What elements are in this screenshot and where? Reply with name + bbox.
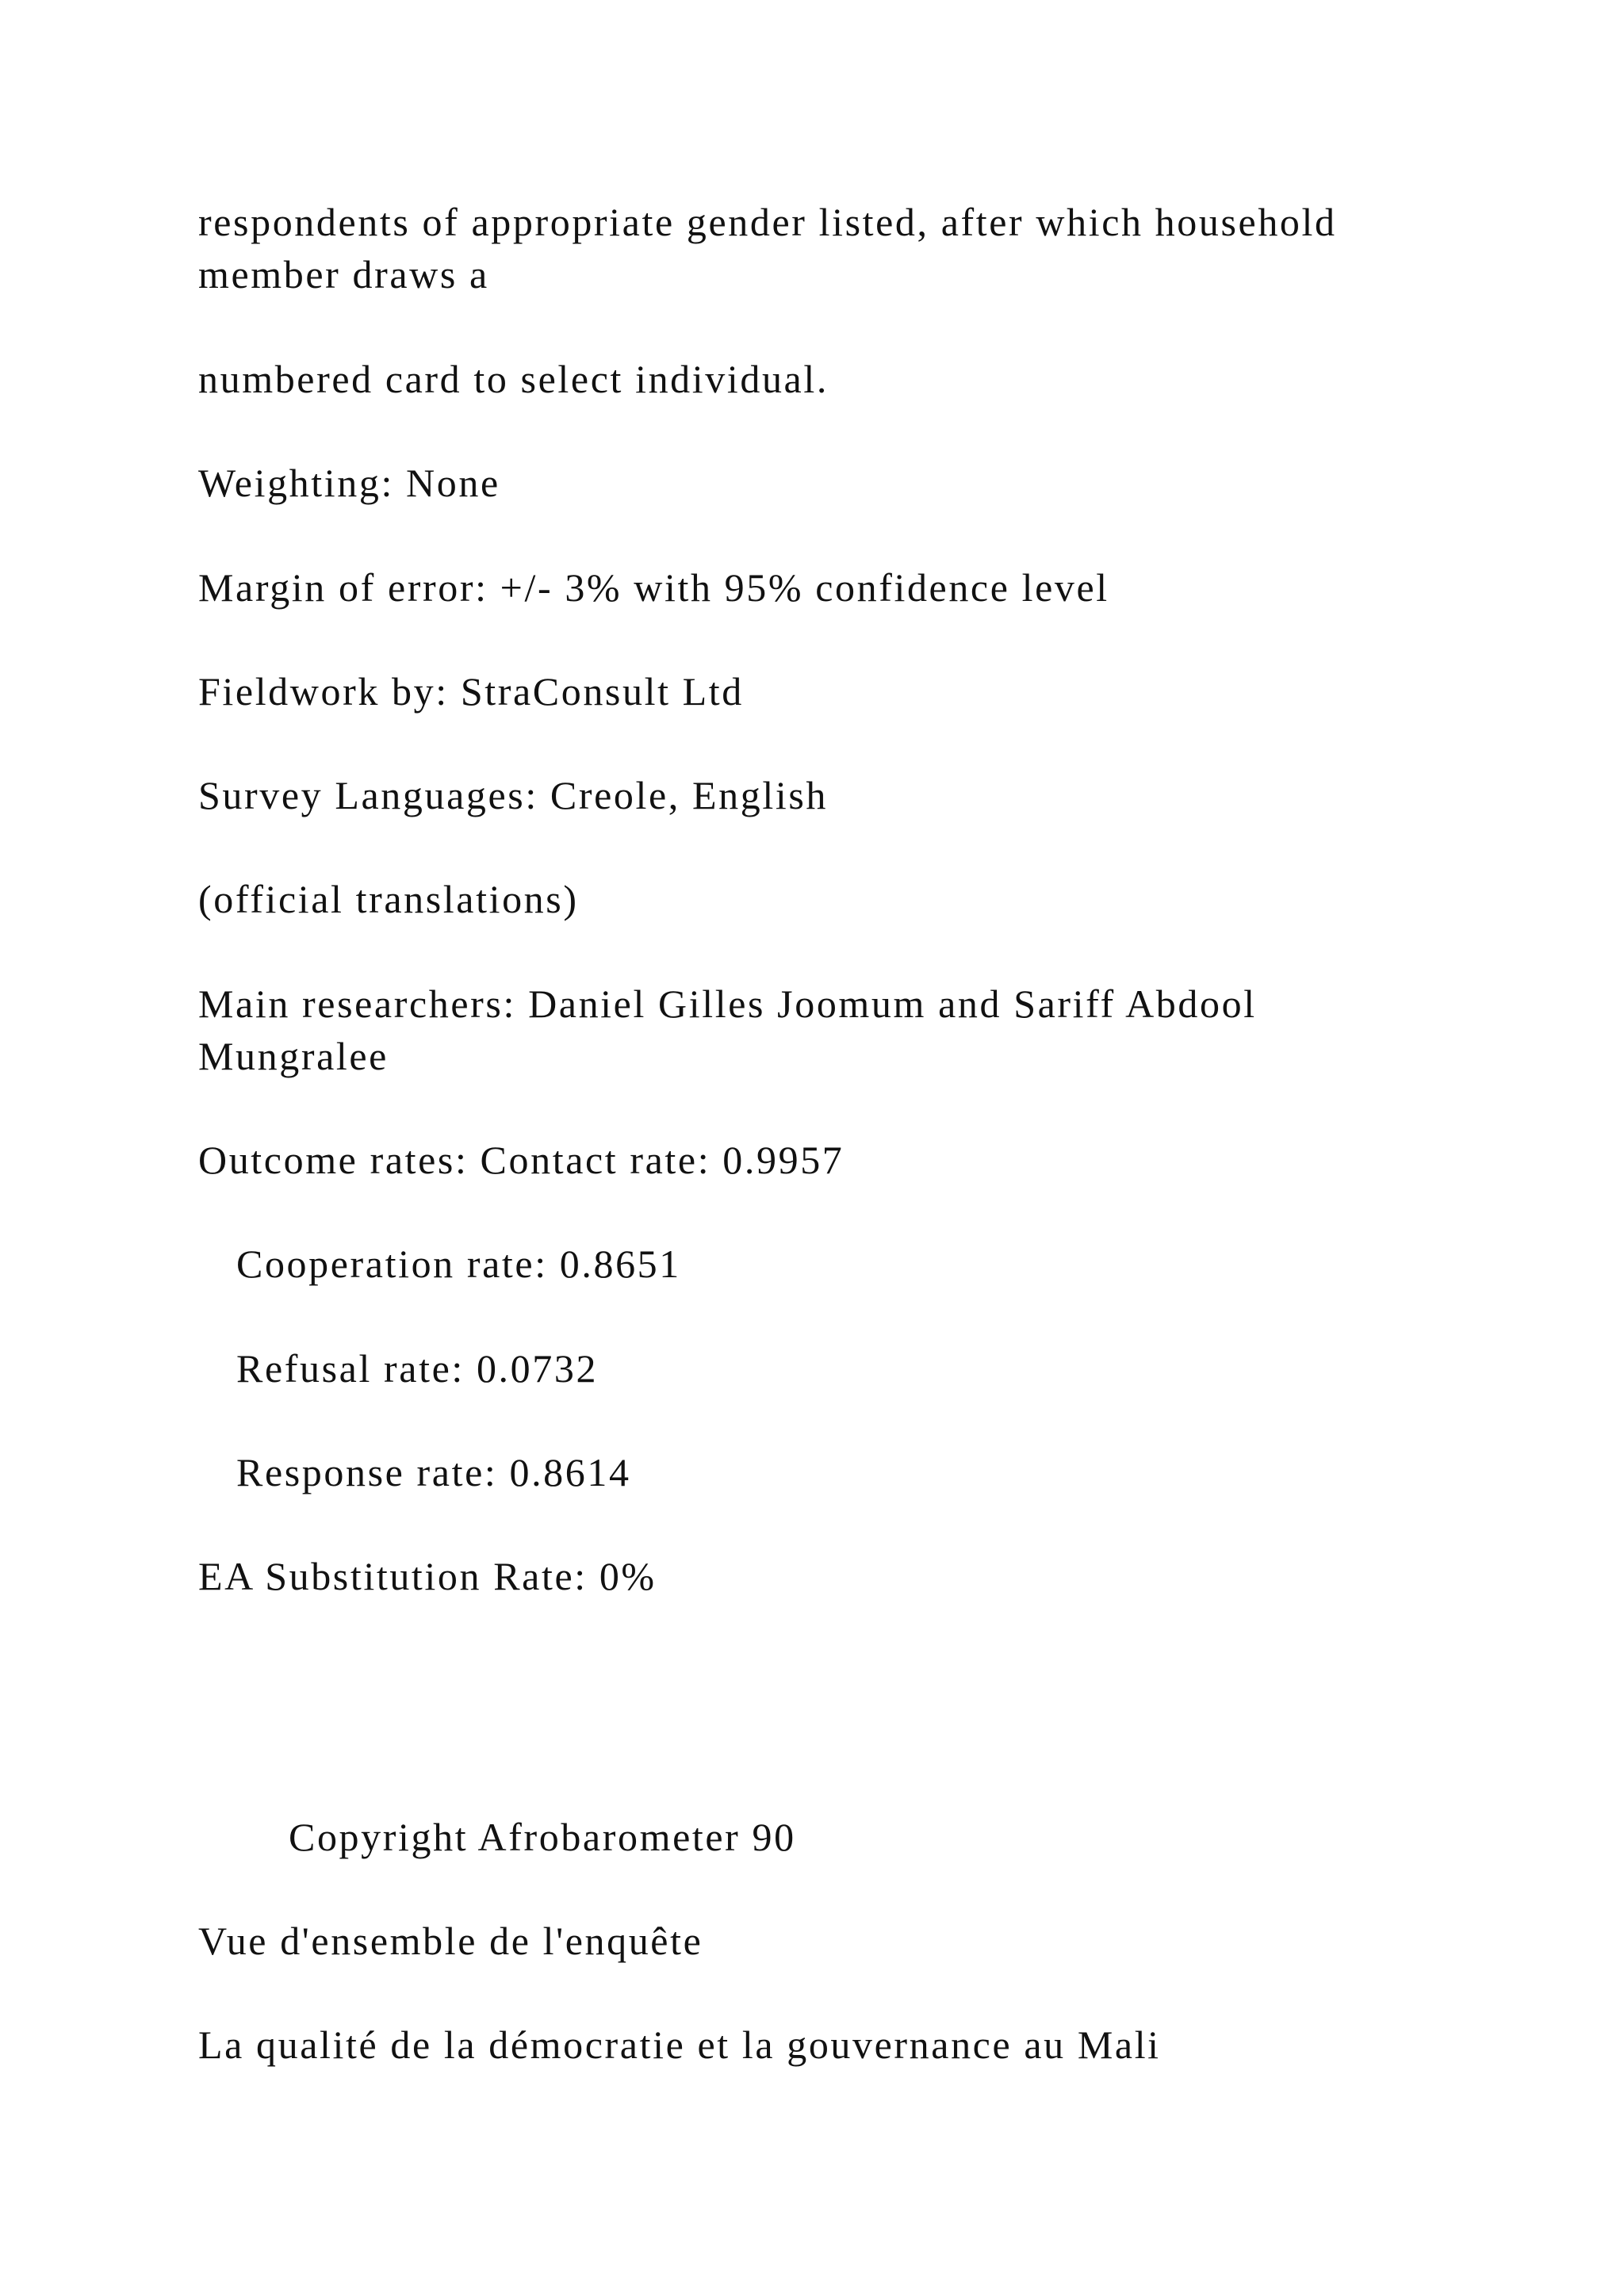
text-line-official-translations: (official translations) [198, 877, 579, 921]
text-line-respondents: respondents of appropriate gender listed, after which household member draws a [198, 200, 1337, 297]
text-line-numbered-card: numbered card to select individual. [198, 357, 829, 401]
text-line-main-researchers: Main researchers: Daniel Gilles Joomum and Sariff Abdool Mungralee [198, 982, 1257, 1078]
text-line-contact-rate: Outcome rates: Contact rate: 0.9957 [198, 1138, 845, 1182]
text-line-margin-of-error: Margin of error: +/- 3% with 95% confidence level [198, 565, 1109, 610]
section-heading-overview: Vue d'ensemble de l'enquête [198, 1919, 703, 1963]
text-line-response-rate: Response rate: 0.8614 [236, 1450, 631, 1494]
text-line-fieldwork: Fieldwork by: StraConsult Ltd [198, 669, 744, 714]
text-line-weighting: Weighting: None [198, 461, 500, 505]
section-subtitle-mali: La qualité de la démocratie et la gouvernance au Mali [198, 2022, 1161, 2067]
text-line-ea-substitution: EA Substitution Rate: 0% [198, 1554, 657, 1598]
page-footer-copyright: Copyright Afrobarometer 90 [289, 1815, 796, 1859]
text-line-refusal-rate: Refusal rate: 0.0732 [236, 1346, 599, 1391]
text-line-cooperation-rate: Cooperation rate: 0.8651 [236, 1242, 681, 1286]
text-line-survey-languages: Survey Languages: Creole, English [198, 773, 828, 817]
